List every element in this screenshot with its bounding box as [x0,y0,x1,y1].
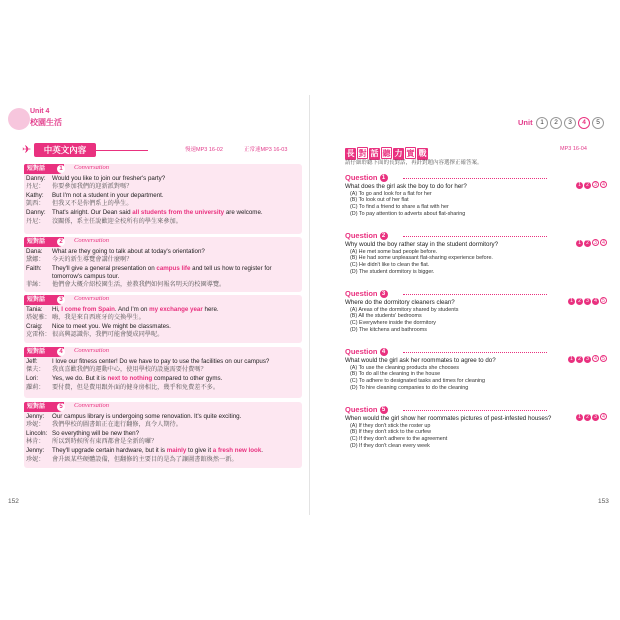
question-text: Why would the boy rather stay in the student dormitory? [345,241,499,248]
option-c[interactable]: (C) Everywhere inside the dormitory [350,320,436,327]
option-b[interactable]: (B) He had some unpleasant flat-sharing experience before. [350,255,493,262]
dotted-rule [403,410,547,411]
dialogue-line: Jenny: They'll upgrade certain hardware, but it is mainly to give it a fresh new look. [26,447,263,454]
option-b[interactable]: (B) To do all the cleaning in the house [350,371,441,378]
unit-mascot-icon [8,108,30,130]
unit-tab-3[interactable]: 3 [564,117,576,129]
page-number: 153 [598,498,609,505]
option-c[interactable]: (C) If they don't adhere to the agreement [350,436,448,443]
conversation-number: 4 [57,348,65,356]
conversation-number: 1 [57,165,65,173]
page-number: 152 [8,498,19,505]
option-a[interactable]: (A) He met some bad people before. [350,248,438,255]
dialogue-line: Tania: Hi, I come from Spain. And I'm on my exchange year here. [26,306,219,313]
unit-tab-2[interactable]: 2 [550,117,562,129]
conversation-script: Conversation [74,295,110,302]
dialogue-line: 丹尼： 沒關係，系主任說歡迎全校所有的學生來參加。 [26,218,182,225]
dialogue-line: Lincoln: So everything will be new then? [26,430,140,437]
dotted-rule [403,178,547,179]
conversation-2 [24,237,302,292]
unit-tab-5[interactable]: 5 [592,117,604,129]
question-text: When would the girl show her roommates pictures of pest-infested houses? [345,415,552,422]
dialogue-line: Jenny: Our campus library is undergoing some renovation. It's quite exciting. [26,413,242,420]
mp3-label: MP3 16-04 [560,146,587,152]
dialogue-line: 傑夫： 我真喜歡我們的運動中心，使用學校的設施需要付費嗎？ [26,366,207,373]
dialogue-line: 珍妮： 我們學校的圖書館正在進行翻修，真令人期待。 [26,421,182,428]
dotted-rule [403,352,547,353]
conversation-1 [24,164,302,234]
dialogue-line: 塔妮雅：嗨，我是來自西班牙的交換學生。 [26,314,145,321]
dialogue-line: 蘿莉： 要付費，但是費用跟外面的健身房相比，幾乎和免費差不多。 [26,384,220,391]
dialogue-line: 丹尼： 你要參加我們的迎新派對嗎？ [26,183,133,190]
option-a[interactable]: (A) To go and look for a flat for her [350,190,432,197]
listening-title: 長 對 話 聽 力 實 戰 [346,149,427,158]
question-text: What does the girl ask the boy to do for her? [345,183,467,190]
option-d[interactable]: (D) If they don't clean every week [350,442,430,449]
difficulty-dots: 1 2 3 4 [575,405,607,423]
unit-tab-1[interactable]: 1 [536,117,548,129]
question-2: Question 2 1 2 3 4 Why would the boy rather stay in the student dormitory? (A) He met some bad people before. (B) He had some unpleasant flat-sharing experience before. (C) He didn't like to clean the flat. (D) The student dormitory is bigger. [345,231,607,276]
conversation-tag: 短對話 [24,237,64,247]
dialogue-line: Danny: That's alright. Our Dean said all students from the university are welcome. [26,209,263,216]
option-a[interactable]: (A) If they don't stick the roster up [350,422,431,429]
unit-tab-4[interactable]: 4 [578,117,590,129]
dialogue-line: Craig: Nice to meet you. We might be classmates. [26,323,171,330]
dotted-rule [403,236,547,237]
dialogue-line: Kathy: But I'm not a student in your department. [26,192,164,199]
dotted-rule [403,294,547,295]
question-3: Question 3 1 2 3 4 5 Where do the dormitory cleaners clean? (A) Areas of the dormitory shared by students (B) All the students' bedrooms (C) Everywhere inside the dormitory (D) The kitchens and bathrooms [345,289,607,334]
question-4: Question 4 1 2 3 4 5 What would the girl ask her roommates to agree to do? (A) To use the cleaning products she chooses (B) To do all the cleaning in the house (C) To adhere to designated tasks and times for cleaning (D) To hire cleaning companies to do the cleaning [345,347,607,392]
option-c[interactable]: (C) To find a friend to share a flat with her [350,204,449,211]
option-b[interactable]: (B) To look out of her flat [350,197,409,204]
conversation-script: Conversation [74,402,110,409]
unit-label: Unit [518,118,533,127]
conversation-tag: 短對話 [24,295,64,305]
dialogue-line: 珍妮： 會升級某些硬體設備，但翻修的主要目的是為了讓圖書館煥然一新。 [26,456,238,463]
section-title: 中英文內容 [34,143,96,157]
option-d[interactable]: (D) The kitchens and bathrooms [350,326,427,333]
conversation-number: 3 [57,296,65,304]
difficulty-dots: 1 2 3 4 [575,173,607,191]
option-b[interactable]: (B) All the students' bedrooms [350,313,422,320]
conversation-tag: 短對話 [24,402,64,412]
dialogue-line: Jeff: I love our fitness center! Do we have to pay to use the facilities on our campus? [26,358,270,365]
dialogue-line: 菲絲： 他們會大概介紹校園生活，並教我們如何報名明天的校園導覽。 [26,281,226,288]
option-d[interactable]: (D) The student dormitory is bigger. [350,268,435,275]
option-d[interactable]: (D) To pay attention to adverts about flat-sharing [350,210,466,217]
conversation-number: 2 [57,238,65,246]
conversation-number: 5 [57,403,65,411]
question-1: Question 1 1 2 3 4 What does the girl ask the boy to do for her? (A) To go and look for a flat for her (B) To look out of her flat (C) To find a friend to share a flat with her (D) To pay attention to adverts about flat-sharing [345,173,607,218]
dialogue-line: Faith: They'll give a general presentation on campus life and tell us how to register for tomorrow's campus tour. [26,265,272,280]
mp3-normal-label: 正常速MP3 16-03 [244,147,288,153]
conversation-tag: 短對話 [24,164,64,174]
option-c[interactable]: (C) To adhere to designated tasks and times for cleaning [350,378,486,385]
dialogue-line: 黛娜： 今天的新生導覽會講什麼啊？ [26,256,133,263]
mp3-slow-label: 慢速MP3 16-02 [185,147,223,153]
dialogue-line: 林肯： 所以到時候所有東西都會是全新的囉？ [26,438,158,445]
section-divider [96,150,148,151]
airplane-icon: ✈ [22,144,32,156]
dialogue-line: Lori: Yes, we do. But it is next to nothing compared to other gyms. [26,375,223,382]
question-5: Question 5 1 2 3 4 When would the girl show her roommates pictures of pest-infested houses? (A) If they don't stick the roster up (B) If they don't stick to the curfew (C) If they don't adhere to the agreement (D) If they don't clean every week [345,405,607,450]
conversation-script: Conversation [74,347,110,354]
conversation-5 [24,402,302,468]
dialogue-line: Dana: What are they going to talk about at today's orientation? [26,248,205,255]
conversation-3 [24,295,302,343]
dialogue-line: 克雷格：很高興認識你，我們可能會變成同學呢。 [26,331,164,338]
difficulty-dots: 1 2 3 4 5 [567,347,607,365]
conversation-script: Conversation [74,164,110,171]
conversation-tag: 短對話 [24,347,64,357]
question-text: What would the girl ask her roommates to agree to do? [345,357,496,364]
option-d[interactable]: (D) To hire cleaning companies to do the cleaning [350,384,469,391]
dialogue-line: Danny: Would you like to join our fresher's party? [26,175,166,182]
dialogue-line: 凱西： 但我又不是你們系上的學生。 [26,200,133,207]
unit-number: Unit 4 [30,108,50,115]
difficulty-dots: 1 2 3 4 [575,231,607,249]
conversation-4 [24,347,302,398]
option-b[interactable]: (B) If they don't stick to the curfew [350,429,432,436]
question-text: Where do the dormitory cleaners clean? [345,299,455,306]
difficulty-dots: 1 2 3 4 5 [567,289,607,307]
option-c[interactable]: (C) He didn't like to clean the flat. [350,262,430,269]
option-a[interactable]: (A) To use the cleaning products she chooses [350,364,459,371]
instruction-text: 請仔細聆聽下面的長對話，再針對題內容選擇正確答案。 [345,160,483,166]
conversation-script: Conversation [74,237,110,244]
unit-title: 校園生活 [30,118,62,127]
option-a[interactable]: (A) Areas of the dormitory shared by students [350,306,459,313]
